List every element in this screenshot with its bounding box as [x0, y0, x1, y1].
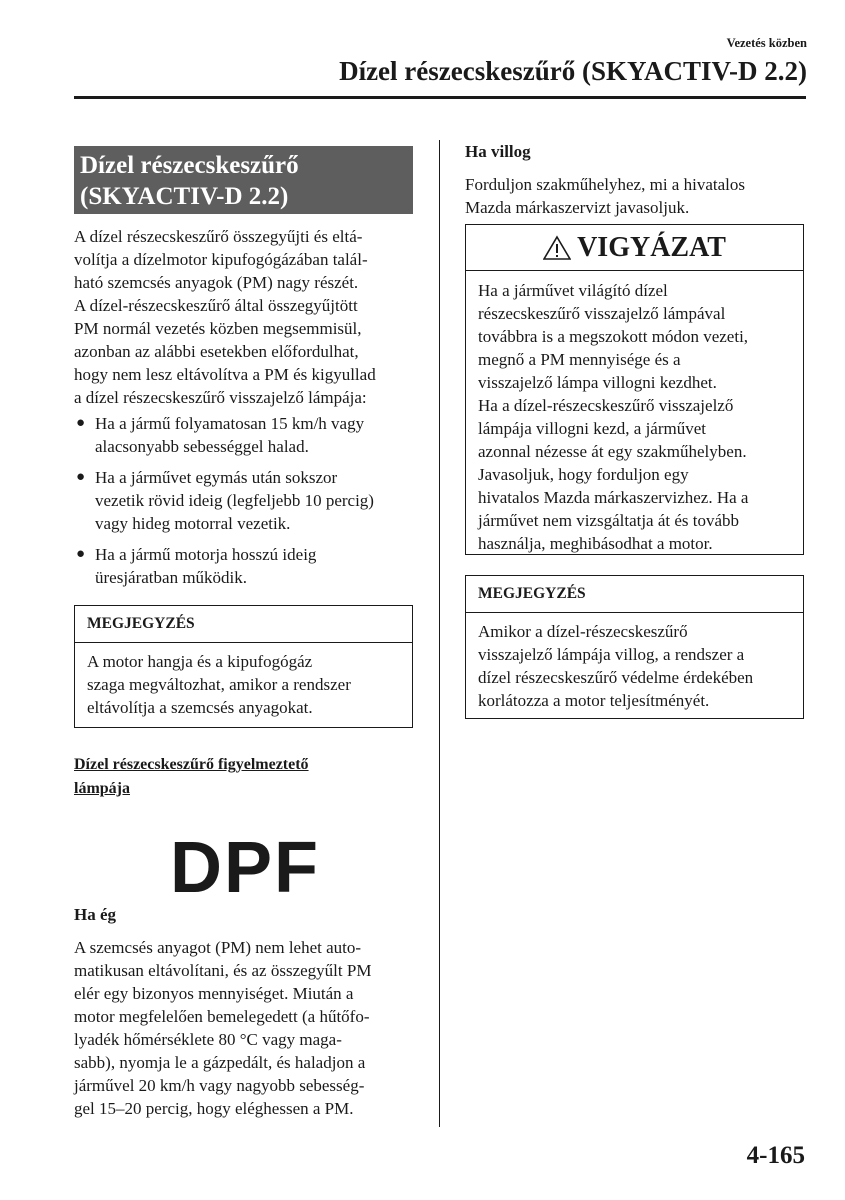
text-line: Javasoljuk, hogy forduljon egy [478, 465, 689, 484]
text-line: lyadék hőmérséklete 80 °C vagy maga- [74, 1030, 342, 1049]
text-line: azonnal nézesse át egy szakműhelyben. [478, 442, 747, 461]
text-line: A szemcsés anyagot (PM) nem lehet auto- [74, 938, 362, 957]
text-line: hogy nem lesz eltávolítva a PM és kigyullad [74, 365, 376, 384]
text-line: hivatalos Mazda márkaszervizhez. Ha a [478, 488, 749, 507]
text-line: ható szemcsés anyagok (PM) nagy részét. [74, 273, 359, 292]
text-line: Forduljon szakműhelyhez, mi a hivatalos [465, 175, 745, 194]
text-line: vagy hideg motorral vezetik. [95, 514, 291, 533]
bullet-icon: ● [76, 469, 86, 485]
section-title-line: (SKYACTIV-D 2.2) [80, 183, 289, 210]
column-divider [439, 140, 440, 1127]
text-line: Ha a járművet egymás után sokszor [95, 468, 338, 487]
text-line: megnő a PM mennyisége és a [478, 350, 681, 369]
section-title-block [74, 146, 413, 214]
text-line: eltávolítja a szemcsés anyagokat. [87, 698, 313, 717]
text-line: visszajelző lámpája villog, a rendszer a [478, 645, 745, 664]
section-label: Vezetés közben [726, 36, 807, 50]
text-line: Ha a dízel-részecskeszűrő visszajelző [478, 396, 734, 415]
note-box [74, 605, 413, 728]
text-line: PM normál vezetés közben megsemmisül, [74, 319, 362, 338]
text-line: továbbra is a megszokott módon vezeti, [478, 327, 749, 346]
text-line: gel 15–20 percig, hogy eléghessen a PM. [74, 1099, 354, 1118]
text-line: A motor hangja és a kipufogógáz [87, 652, 313, 671]
warning-triangle-icon [543, 235, 571, 260]
heading-line: Dízel részecskeszűrő figyelmeztető [74, 756, 309, 773]
condition-list [74, 412, 374, 589]
text-line: volítja a dízelmotor kipufogógázában talál- [74, 250, 368, 269]
caution-header [466, 225, 803, 271]
note-box [465, 575, 804, 719]
bullet-icon: ● [76, 415, 86, 431]
intro-paragraph [74, 225, 376, 409]
text-line: alacsonyabb sebességgel halad. [95, 437, 309, 456]
text-line: sabb), nyomja le a gázpedált, és haladjon a [74, 1053, 366, 1072]
text-line: Ha a jármű folyamatosan 15 km/h vagy [95, 414, 365, 433]
text-line: járművet nem vizsgáltatja át és tovább [478, 511, 740, 530]
text-line: Amikor a dízel-részecskeszűrő [478, 622, 688, 641]
text-line: használja, meghibásodhat a motor. [478, 534, 713, 553]
caution-title: VIGYÁZAT [577, 231, 726, 263]
list-item [74, 412, 374, 458]
text-line: korlátozza a motor teljesítményét. [478, 691, 710, 710]
text-line: a dízel részecskeszűrő visszajelző lámpája: [74, 388, 367, 407]
section-title-line: Dízel részecskeszűrő [80, 152, 299, 179]
caution-body [466, 271, 803, 555]
text-line: Ha a járművet világító dízel [478, 281, 668, 300]
text-line: járművel 20 km/h vagy nagyobb sebesség- [74, 1076, 365, 1095]
page-number: 4-165 [746, 1142, 805, 1169]
text-line: elér egy bizonyos mennyiséget. Miután a [74, 984, 354, 1003]
warning-light-heading [74, 753, 309, 801]
page-header-title: Dízel részecskeszűrő (SKYACTIV-D 2.2) [339, 56, 807, 86]
list-item [74, 543, 374, 589]
dpf-warning-light-icon: DPF [170, 828, 320, 908]
text-line: motor megfelelően bemelegedett (a hűtőfo- [74, 1007, 370, 1026]
text-line: visszajelző lámpa villogni kezdhet. [478, 373, 717, 392]
on-heading: Ha ég [74, 905, 117, 924]
text-line: azonban az alábbi esetekben előfordulhat, [74, 342, 359, 361]
heading-line: lámpája [74, 780, 130, 797]
text-line: részecskeszűrő visszajelző lámpával [478, 304, 726, 323]
bullet-icon: ● [76, 546, 86, 562]
text-line: szaga megváltozhat, amikor a rendszer [87, 675, 351, 694]
text-line: dízel részecskeszűrő védelme érdekében [478, 668, 754, 687]
text-line: A dízel részecskeszűrő összegyűjti és eltá- [74, 227, 363, 246]
on-paragraph [74, 936, 371, 1120]
text-line: lámpája villogni kezd, a járművet [478, 419, 707, 438]
list-item [74, 466, 374, 535]
text-line: üresjáratban működik. [95, 568, 248, 587]
note-header: MEGJEGYZÉS [466, 576, 803, 613]
text-line: Mazda márkaszervizt javasoljuk. [465, 198, 690, 217]
text-line: matikusan eltávolítani, és az összegyűlt PM [74, 961, 372, 980]
text-line: vezetik rövid ideig (legfeljebb 10 percig) [95, 491, 374, 510]
note-body [75, 643, 412, 719]
text-line: A dízel-részecskeszűrő által összegyűjtött [74, 296, 358, 315]
note-body [466, 613, 803, 712]
caution-box [465, 224, 804, 555]
note-header: MEGJEGYZÉS [75, 606, 412, 643]
flash-paragraph [465, 173, 745, 219]
header-rule [74, 96, 806, 99]
flash-heading: Ha villog [465, 142, 531, 161]
text-line: Ha a jármű motorja hosszú ideig [95, 545, 317, 564]
